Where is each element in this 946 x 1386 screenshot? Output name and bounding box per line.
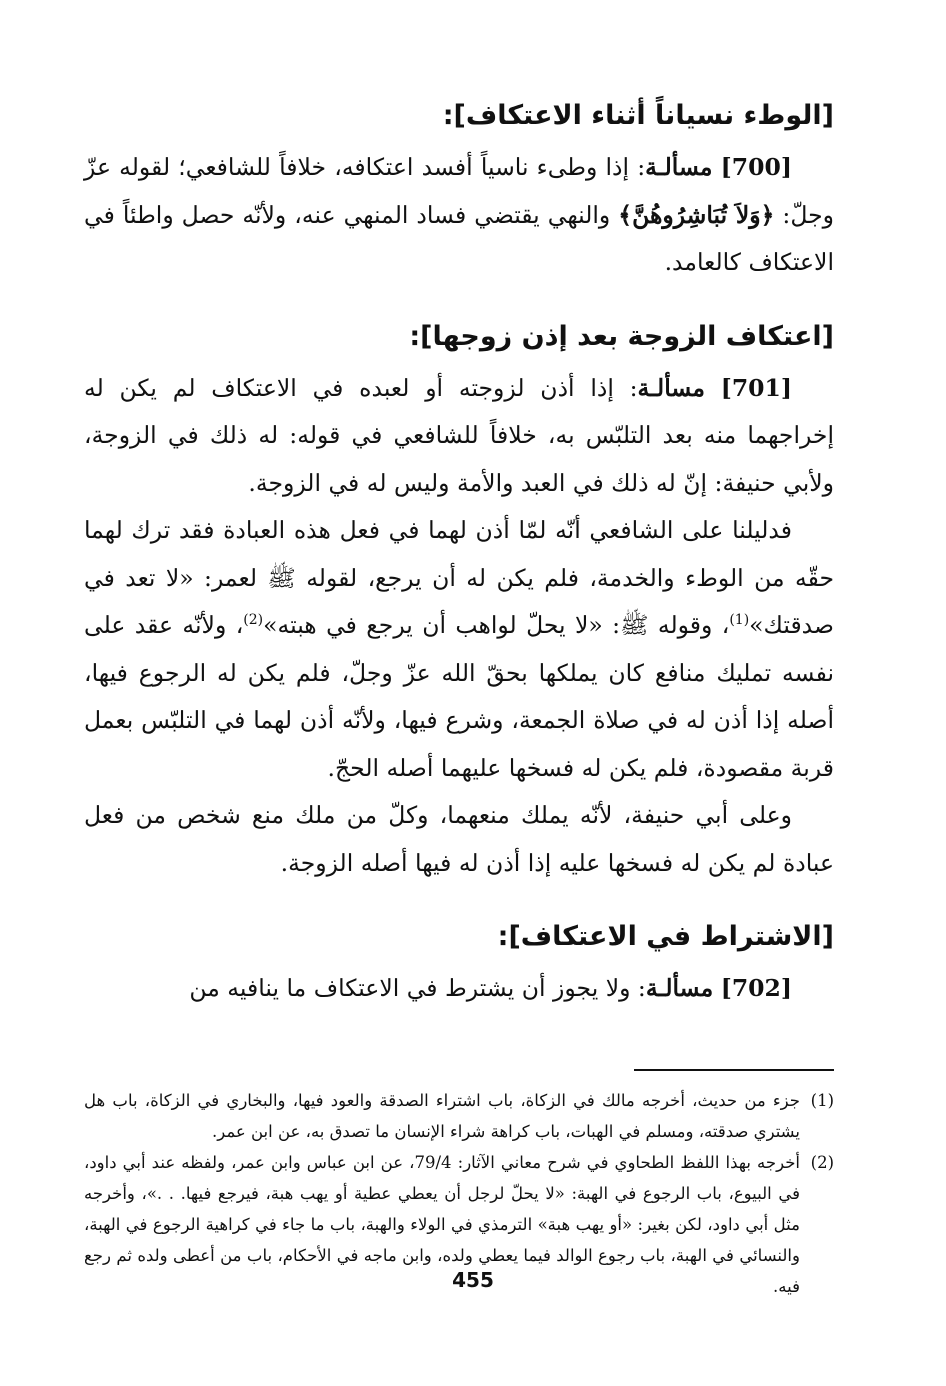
paragraph-text: : ولا يجوز أن يشترط في الاعتكاف ما ينافيه من	[189, 974, 646, 1002]
issue-label: مسألـة	[637, 373, 705, 402]
issue-label: مسألـة	[645, 153, 713, 181]
footnote-separator	[634, 1069, 834, 1071]
issue-label: مسألـة	[645, 974, 714, 1002]
paragraph-text: والنهي يقتضي فساد المنهي عنه، ولأنّه حصل واطئاً في الاعتكاف كالعامد.	[84, 200, 834, 276]
footnote	[84, 1085, 834, 1147]
footnote-ref: (1)	[729, 612, 750, 629]
issue-number: [701]	[720, 373, 792, 402]
footnote-ref: (2)	[243, 612, 264, 629]
issue-701-paragraph	[84, 365, 834, 508]
footnote-number: (1)	[810, 1090, 834, 1110]
paragraph-text: فدليلنا على الشافعي أنّه لمّا أذن لهما في فعل هذه العبادة فقد ترك لهما حقّه من الوطء والخدمة، فلم يكن له أن يرجع، لقوله ﷺ لعمر: «لا تعد في صدقتك»	[84, 516, 834, 639]
issue-700-paragraph	[84, 144, 834, 287]
paragraph-text: : إذا وطىء ناسياً أفسد اعتكافه، خلافاً للشافعي؛ لقوله عزّ وجلّ:	[84, 153, 834, 229]
paragraph-text: ، وقوله ﷺ: «لا يحلّ لواهب أن يرجع في هبته»	[263, 611, 730, 639]
argument-paragraph: وعلى أبي حنيفة، لأنّه يملك منعهما، وكلّ من ملك منع شخص من فعل عبادة لم يكن له فسخها عليه إذا أذن له فيها أصله الزوجة.	[84, 801, 834, 877]
paragraph-text: : إذا أذن لزوجته أو لعبده في الاعتكاف لم يكن له إخراجهما منه بعد التلبّس به، خلافاً للشافعي في قوله: له ذلك في الزوجة، ولأبي حنيفة: إنّ له ذلك في العبد والأمة وليس له في الزوجة.	[84, 373, 834, 497]
issue-702-paragraph	[84, 965, 834, 1013]
footnote-number: (2)	[810, 1152, 834, 1172]
issue-number: [702]	[720, 974, 792, 1002]
quran-verse: ﴿وَلاَ تُبَاشِرُوهُنَّ﴾	[618, 200, 775, 229]
section-heading: [الاشتراط في الاعتكاف]:	[497, 921, 834, 952]
paragraph-text: ، ولأنّه عقد على نفسه تمليك منافع كان يملكها بحقّ الله عزّ وجلّ، فلم يكن له الرجوع فيها، أصله إذا أذن له في صلاة الجمعة، وشرع فيها، ولأنّه أذن لهما في التلبّس بعمل قربة مقصودة، فلم يكن له فسخها عليهما أصله الحجّ.	[84, 611, 834, 782]
page-number: 455	[452, 1268, 494, 1292]
issue-number: [700]	[720, 153, 792, 181]
footnote-text: أخرجه بهذا اللفظ الطحاوي في شرح معاني الآثار: 79/4، عن ابن عباس وابن عمر، ولفظه عند أبي داود، في البيوع، باب الرجوع في الهبة: «لا يحلّ لرجل أن يعطي عطية أو يهب هبة، فيرجع فيها. . .»، وأخرجه مثل أبي داود، لكن بغير: «أو يهب هبة» الترمذي في الولاء والهبة، باب ما جاء في كراهية الرجوع في الهبة، والنسائي في الهبة، باب رجوع الوالد فيما يعطي ولده، وابن ماجه في الأحكام، باب من أعطى ولده ثم رجع فيه.	[84, 1152, 800, 1296]
section-heading: [الوطء نسياناً أثناء الاعتكاف]:	[442, 100, 834, 131]
argument-paragraph	[84, 507, 834, 792]
section-heading: [اعتكاف الزوجة بعد إذن زوجها]:	[409, 320, 834, 352]
footnote-text: جزء من حديث، أخرجه مالك في الزكاة، باب اشتراء الصدقة والعود فيها، والبخاري في الزكاة، باب هل يشتري صدقته، ومسلم في الهبات، باب كراهة شراء الإنسان ما تصدق به، عن ابن عمر.	[84, 1090, 800, 1141]
